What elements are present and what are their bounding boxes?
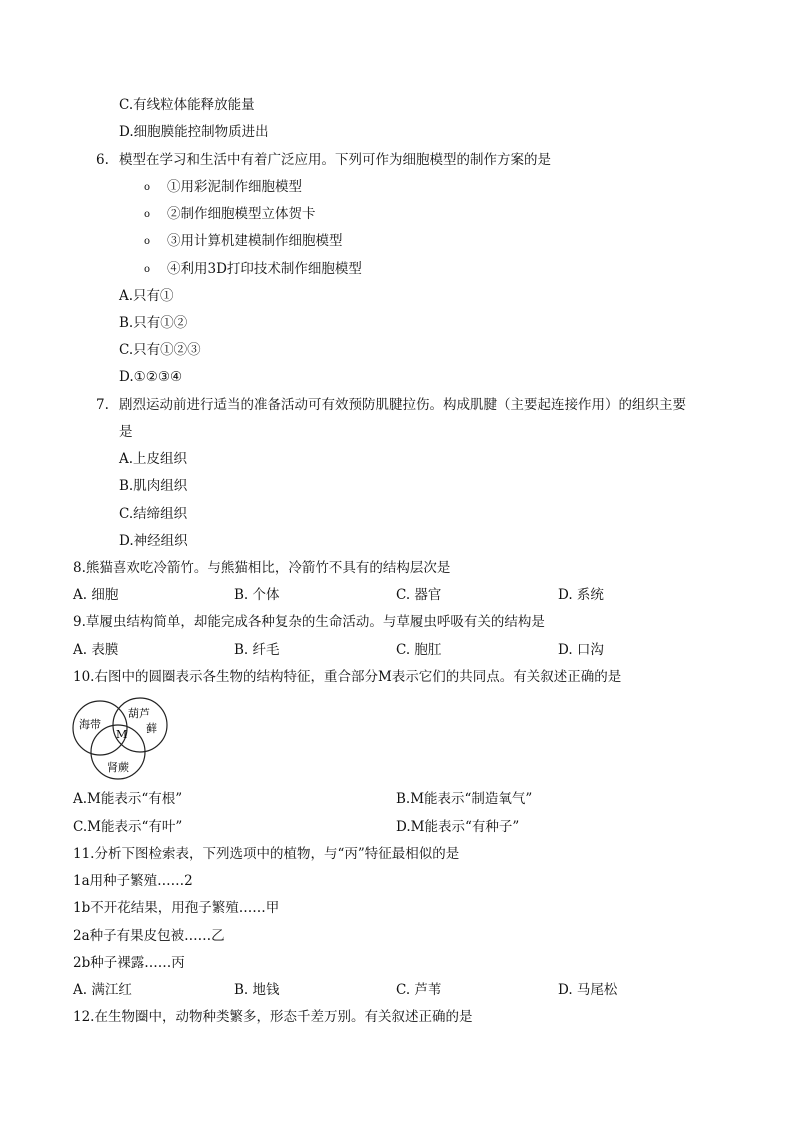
q11-option-b: B. 地钱 (234, 982, 280, 998)
q6-stem: 模型在学习和生活中有着广泛应用。下列可作为细胞模型的制作方案的是 (119, 152, 551, 168)
q10-stem: 10.右图中的圆圈表示各生物的结构特征，重合部分M表示它们的共同点。有关叙述正确的是 (73, 669, 622, 685)
venn-label-center: M (116, 728, 128, 741)
venn-label-right-2: 藓 (146, 722, 157, 735)
q11-option-c: C. 芦苇 (396, 982, 442, 998)
q5-option-c: C.有线粒体能释放能量 (119, 97, 255, 113)
q11-key-1a: 1a用种子繁殖……2 (73, 873, 193, 889)
q12-stem: 12.在生物圈中，动物种类繁多，形态千差万别。有关叙述正确的是 (73, 1009, 473, 1025)
q10-option-c: C.M能表示“有叶” (73, 819, 183, 835)
q7-option-d: D.神经组织 (119, 533, 188, 549)
q11-option-d: D. 马尾松 (558, 982, 618, 998)
q6-item-1: ①用彩泥制作细胞模型 (167, 179, 302, 195)
list-bullet: o (144, 264, 151, 275)
q6-option-c: C.只有①②③ (119, 342, 201, 358)
q9-option-b: B. 纤毛 (234, 642, 280, 658)
q9-option-c: C. 胞肛 (396, 642, 442, 658)
q8-option-c: C. 器官 (396, 587, 442, 603)
q11-option-a: A. 满江红 (73, 982, 132, 998)
q8-option-b: B. 个体 (234, 587, 280, 603)
q6-item-2: ②制作细胞模型立体贺卡 (167, 206, 316, 222)
q6-option-b: B.只有①② (119, 315, 188, 331)
q7-option-b: B.肌肉组织 (119, 478, 188, 494)
q6-number: 6. (96, 152, 109, 168)
q7-stem-line-2: 是 (119, 424, 133, 440)
q8-option-a: A. 细胞 (73, 587, 119, 603)
list-bullet: o (144, 209, 151, 220)
q7-option-c: C.结缔组织 (119, 506, 188, 522)
q11-key-1b: 1b不开花结果，用孢子繁殖……甲 (73, 900, 280, 916)
q7-stem-line-1: 剧烈运动前进行适当的准备活动可有效预防肌腱拉伤。构成肌腱（主要起连接作用）的组织主要 (119, 397, 686, 413)
venn-label-bottom: 肾蕨 (107, 761, 129, 774)
q8-option-d: D. 系统 (558, 587, 604, 603)
q5-option-d: D.细胞膜能控制物质进出 (119, 124, 269, 140)
q11-stem: 11.分析下图检索表，下列选项中的植物，与“丙”特征最相似的是 (73, 846, 460, 862)
q6-item-4: ④利用3D打印技术制作细胞模型 (167, 261, 362, 277)
q7-number: 7. (96, 397, 109, 413)
q11-key-2b: 2b种子裸露……丙 (73, 955, 185, 971)
list-bullet: o (144, 182, 151, 193)
q7-option-a: A.上皮组织 (119, 451, 188, 467)
q9-stem: 9.草履虫结构简单，却能完成各种复杂的生命活动。与草履虫呼吸有关的结构是 (73, 614, 545, 630)
q6-option-d: D.①②③④ (119, 369, 183, 385)
q10-option-d: D.M能表示“有种子” (396, 819, 520, 835)
q10-option-a: A.M能表示“有根” (73, 791, 183, 807)
venn-label-right-1: 葫芦 (128, 707, 150, 720)
q8-stem: 8.熊猫喜欢吃冷箭竹。与熊猫相比，冷箭竹不具有的结构层次是 (73, 560, 451, 576)
q11-key-2a: 2a种子有果皮包被……乙 (73, 928, 225, 944)
list-bullet: o (144, 236, 151, 247)
q6-option-a: A.只有① (119, 288, 174, 304)
q6-item-3: ③用计算机建模制作细胞模型 (167, 233, 343, 249)
q10-option-b: B.M能表示“制造氧气” (396, 791, 533, 807)
q9-option-d: D. 口沟 (558, 642, 604, 658)
venn-label-left: 海带 (79, 718, 101, 731)
venn-diagram (70, 695, 170, 783)
q9-option-a: A. 表膜 (73, 642, 119, 658)
